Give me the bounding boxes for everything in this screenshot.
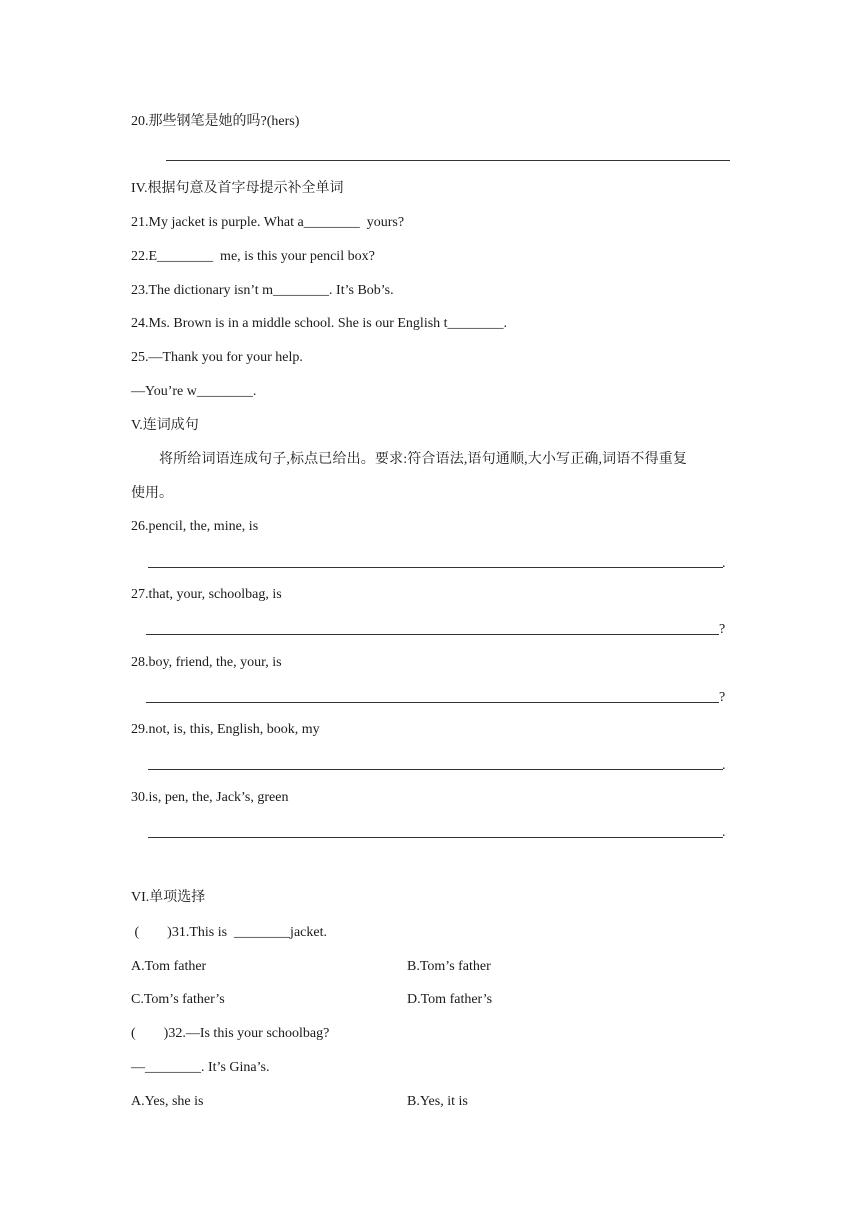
answer-line-26[interactable] — [148, 567, 723, 568]
q32-option-a[interactable]: A.Yes, she is — [131, 1094, 204, 1109]
q32-option-b[interactable]: B.Yes, it is — [407, 1094, 468, 1109]
question-20: 20.那些钢笔是她的吗?(hers) — [131, 114, 300, 129]
section-vi-title: VI.单项选择 — [131, 890, 206, 905]
q31-option-c[interactable]: C.Tom’s father’s — [131, 992, 225, 1007]
section-v-instruction-cont: 使用。 — [131, 486, 173, 501]
question-32: ( )32.—Is this your schoolbag? — [131, 1026, 330, 1041]
q31-option-b[interactable]: B.Tom’s father — [407, 959, 491, 974]
question-27: 27.that, your, schoolbag, is — [131, 587, 282, 602]
question-30: 30.is, pen, the, Jack’s, green — [131, 790, 289, 805]
question-28: 28.boy, friend, the, your, is — [131, 655, 282, 670]
question-23: 23.The dictionary isn’t m________. It’s Bob’s. — [131, 283, 394, 298]
answer-line-30[interactable] — [148, 837, 723, 838]
answer-27-punctuation: ? — [719, 622, 726, 637]
answer-line-27[interactable] — [146, 634, 719, 635]
answer-line-29[interactable] — [148, 769, 723, 770]
question-25-reply: —You’re w________. — [131, 384, 257, 399]
answer-line-28[interactable] — [146, 702, 719, 703]
question-21: 21.My jacket is purple. What a________ yours? — [131, 215, 405, 230]
question-32-reply: —________. It’s Gina’s. — [131, 1060, 270, 1075]
answer-line-20[interactable] — [166, 160, 730, 161]
question-22: 22.E________ me, is this your pencil box? — [131, 249, 375, 264]
section-iv-title: IV.根据句意及首字母提示补全单词 — [131, 181, 344, 196]
section-v-title: V.连词成句 — [131, 418, 199, 433]
question-24: 24.Ms. Brown is in a middle school. She is our English t________. — [131, 316, 508, 331]
q31-option-d[interactable]: D.Tom father’s — [407, 992, 493, 1007]
question-26: 26.pencil, the, mine, is — [131, 519, 259, 534]
q31-option-a[interactable]: A.Tom father — [131, 959, 207, 974]
section-v-instruction: 将所给词语连成句子,标点已给出。要求:符合语法,语句通顺,大小写正确,词语不得重复 — [159, 452, 688, 467]
question-29: 29.not, is, this, English, book, my — [131, 722, 320, 737]
answer-30-punctuation: . — [722, 825, 726, 840]
question-31: ( )31.This is ________jacket. — [131, 925, 327, 940]
answer-28-punctuation: ? — [719, 690, 726, 705]
answer-29-punctuation: . — [722, 758, 726, 773]
question-25: 25.—Thank you for your help. — [131, 350, 303, 365]
answer-26-punctuation: . — [722, 556, 726, 571]
